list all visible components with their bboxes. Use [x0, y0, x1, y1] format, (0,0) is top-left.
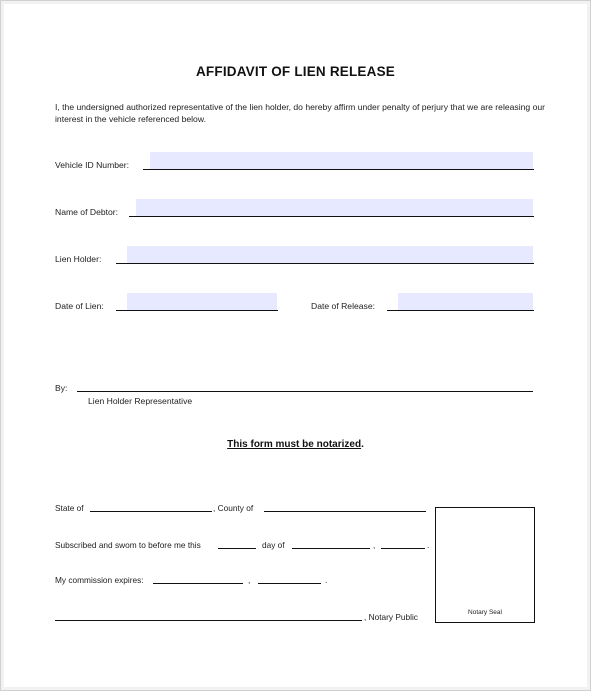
vehicle-id-line — [143, 169, 534, 170]
commission-label: My commission expires: — [55, 575, 144, 585]
lien-holder-label: Lien Holder: — [55, 254, 102, 264]
sworn-year-line[interactable] — [381, 548, 425, 549]
notary-seal-box — [435, 507, 535, 623]
document-title — [0, 64, 591, 79]
title-text: AFFIDAVIT OF LIEN RELEASE — [195, 64, 395, 79]
sworn-day-line[interactable] — [218, 548, 256, 549]
intro-paragraph: I, the undersigned authorized representative of the lien holder, do hereby affirm under penalty of perjury that we are releasing our interest in the vehicle referenced below. — [55, 102, 545, 124]
sworn-label: Subscribed and swom to before me this — [55, 540, 201, 550]
date-of-release-line — [387, 310, 534, 311]
sworn-month-line[interactable] — [292, 548, 370, 549]
date-of-lien-field[interactable] — [127, 293, 277, 310]
state-line[interactable] — [90, 511, 212, 512]
sworn-comma: , — [373, 540, 376, 550]
county-label: , County of — [213, 503, 254, 513]
date-of-lien-line — [116, 310, 278, 311]
sworn-period: . — [427, 540, 430, 550]
debtor-line — [129, 216, 534, 217]
signature-line[interactable] — [77, 391, 533, 392]
state-label: State of — [55, 503, 84, 513]
county-line[interactable] — [264, 511, 426, 512]
notary-public-label: , Notary Public — [364, 612, 418, 622]
notary-notice-period: . — [361, 439, 364, 450]
lien-holder-field[interactable] — [127, 246, 533, 263]
date-of-release-label: Date of Release: — [311, 301, 376, 311]
commission-year-line[interactable] — [258, 583, 321, 584]
day-of-label: day of — [262, 540, 285, 550]
debtor-label: Name of Debtor: — [55, 207, 119, 217]
by-label: By: — [55, 383, 68, 393]
representative-caption: Lien Holder Representative — [88, 396, 193, 406]
notary-seal-label: Notary Seal — [468, 609, 502, 616]
vehicle-id-label: Vehicle ID Number: — [55, 160, 130, 170]
commission-period: . — [325, 575, 328, 585]
commission-comma: , — [248, 575, 251, 585]
vehicle-id-field[interactable] — [150, 152, 533, 169]
date-of-release-field[interactable] — [398, 293, 533, 310]
date-of-lien-label: Date of Lien: — [55, 301, 104, 311]
lien-holder-line — [116, 263, 534, 264]
debtor-field[interactable] — [136, 199, 533, 216]
notary-notice-text: This form must be notarized — [227, 439, 362, 450]
commission-date-line[interactable] — [153, 583, 243, 584]
notary-notice — [0, 439, 591, 450]
notary-signature-line[interactable] — [55, 620, 362, 621]
